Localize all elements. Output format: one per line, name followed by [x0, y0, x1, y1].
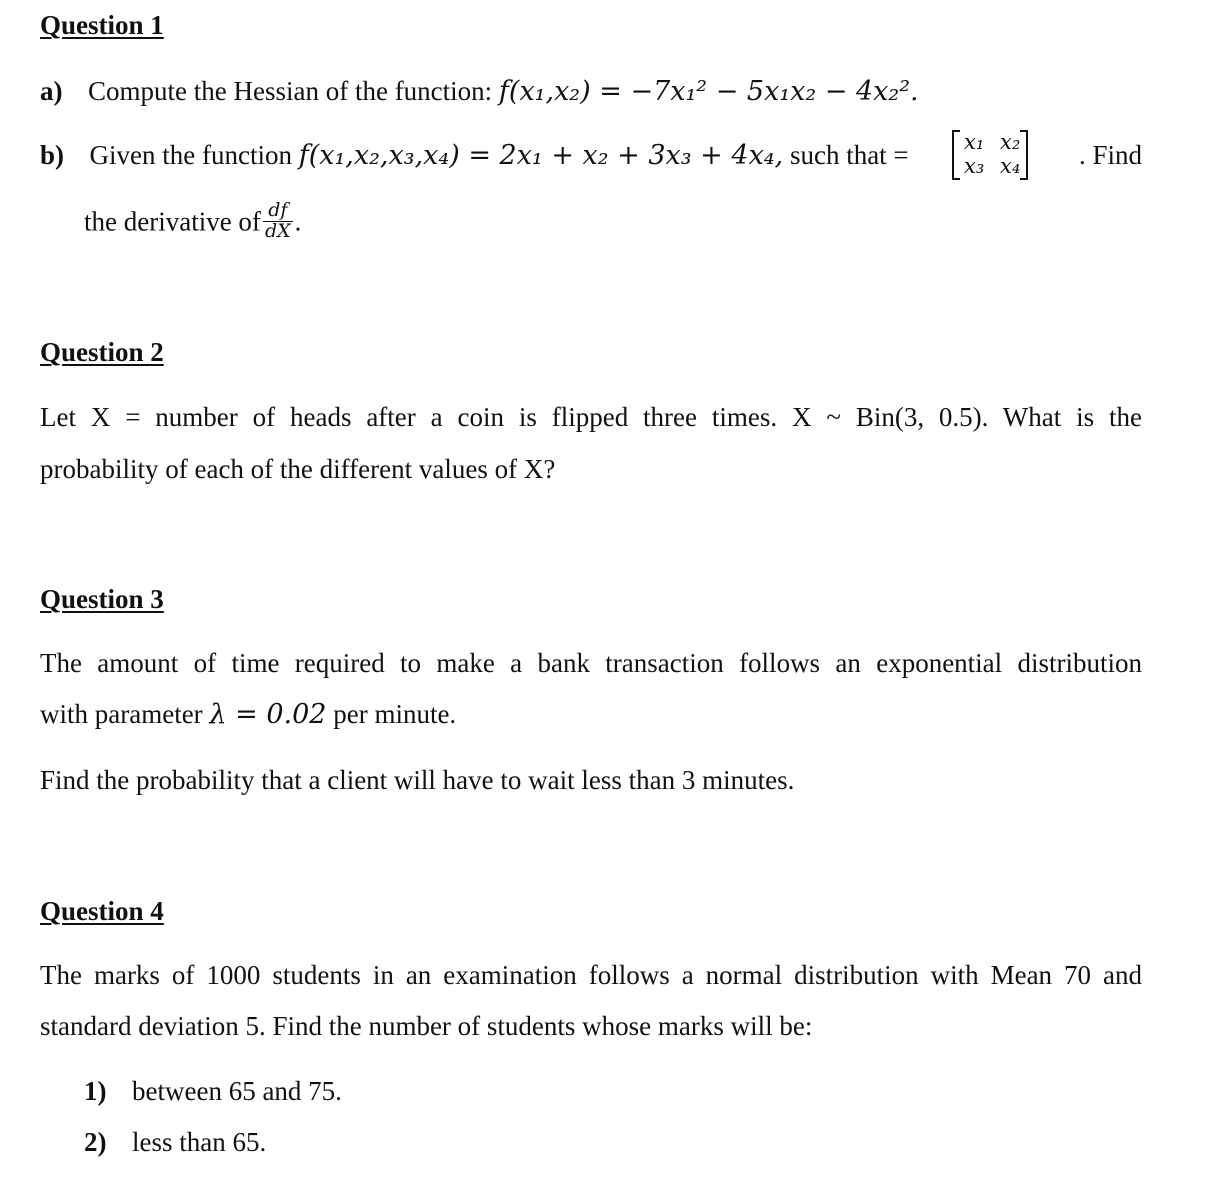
derivative-numerator: df [263, 201, 293, 222]
question-3-line-1-text: The amount of time required to make a bank transaction follows an exponential distribution [40, 648, 1142, 678]
matrix-x [952, 130, 1028, 180]
question-2-heading: Question 2 [40, 337, 164, 367]
question-4-item-2-label: 2) [84, 1127, 107, 1157]
question-4-item-1 [84, 1076, 342, 1107]
question-3-line-2-post: per minute. [326, 699, 457, 729]
question-4-line-1 [40, 960, 1142, 991]
question-2-line-1 [40, 402, 1142, 433]
question-1-heading: Question 1 [40, 10, 164, 40]
question-1b-text-such-that: such that = [783, 140, 909, 170]
linear-function-formula: f(x₁,x₂,x₃,x₄) = 2x₁ + x₂ + 3x₃ + 4x₄, [298, 140, 784, 171]
question-4-line-1-text: The marks of 1000 students in an examination follows a normal distribution with Mean 70 and [40, 960, 1142, 990]
question-4-heading: Question 4 [40, 896, 164, 926]
question-4-item-2 [84, 1127, 266, 1158]
matrix-cell-x4: x₄ [1000, 154, 1021, 178]
question-1b [40, 130, 1142, 184]
question-3-line-1 [40, 648, 1142, 679]
derivative-period: . [294, 206, 302, 237]
question-4-item-1-text: between 65 and 75. [132, 1076, 342, 1106]
lambda-value: λ = 0.02 [209, 699, 327, 730]
hessian-function-formula: f(x₁,x₂) = −7x₁² − 5x₁x₂ − 4x₂². [498, 76, 919, 107]
question-3-line-2-pre: with parameter [40, 699, 210, 729]
question-1a [40, 76, 919, 107]
derivative-fraction [263, 201, 293, 242]
question-4-item-2-text: less than 65. [132, 1127, 267, 1157]
question-1b-continued-text: the derivative of [84, 206, 261, 237]
question-1a-text: Compute the Hessian of the function: [88, 76, 499, 106]
question-2-line-1-text: Let X = number of heads after a coin is flipped three times. X ~ Bin(3, 0.5). What is the [40, 402, 1142, 432]
question-1b-continued [84, 199, 302, 245]
matrix-cell-x2: x₂ [1000, 130, 1021, 154]
question-3-line-3: Find the probability that a client will have to wait less than 3 minutes. [40, 765, 795, 795]
matrix-cell-x1: x₁ [964, 130, 985, 154]
question-4-item-1-label: 1) [84, 1076, 107, 1106]
question-2-line-2: probability of each of the different values of X? [40, 454, 556, 484]
question-1b-label: b) [40, 140, 65, 170]
question-1b-find: . Find [1078, 140, 1142, 170]
question-3-line-2 [40, 699, 456, 730]
question-4-line-2: standard deviation 5. Find the number of students whose marks will be: [40, 1011, 813, 1041]
question-3-heading: Question 3 [40, 584, 164, 614]
matrix-cell-x3: x₃ [964, 154, 985, 178]
derivative-denominator: dX [264, 219, 291, 242]
question-1b-text: Given the function [89, 140, 299, 170]
question-1a-label: a) [40, 76, 63, 106]
